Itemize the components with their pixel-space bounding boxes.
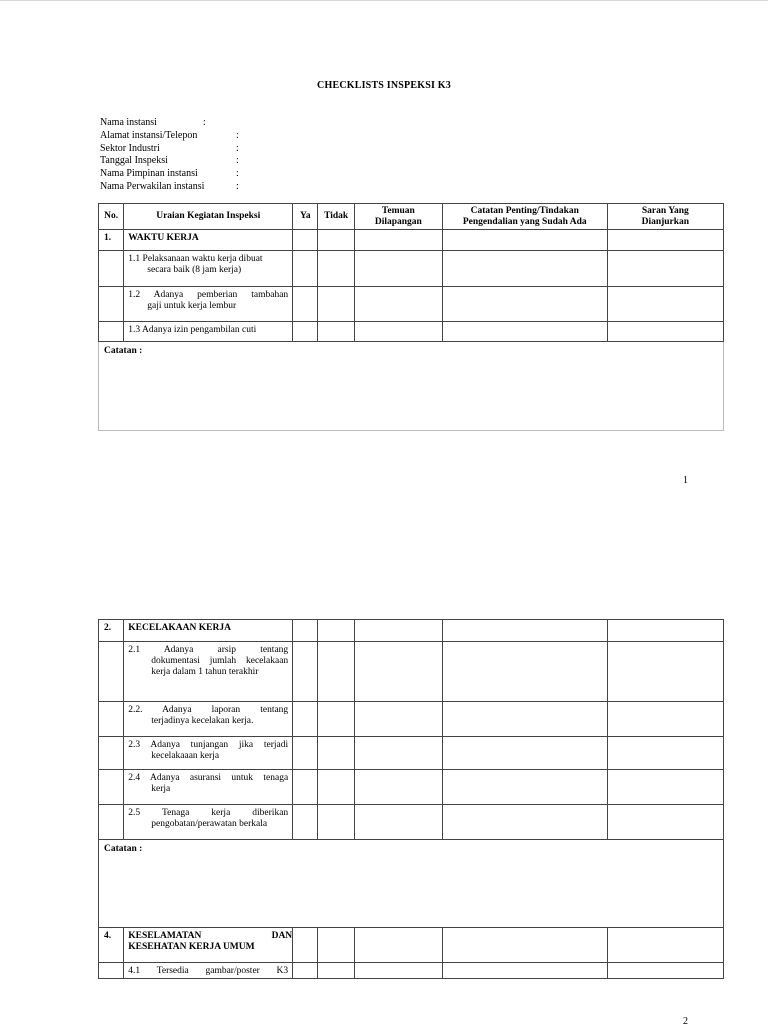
header-temuan bbox=[354, 204, 442, 230]
section-title: WAKTU KERJA bbox=[124, 230, 293, 251]
catatan-cell[interactable] bbox=[442, 770, 607, 805]
info-label: Tanggal Inspeksi bbox=[100, 155, 168, 167]
item-text bbox=[124, 642, 293, 702]
info-label: Alamat instansi/Telepon bbox=[100, 129, 198, 141]
ya-cell[interactable] bbox=[293, 805, 318, 840]
section-row bbox=[99, 230, 724, 251]
catatan-cell[interactable] bbox=[442, 702, 607, 737]
saran-cell[interactable] bbox=[607, 702, 723, 737]
ya-cell[interactable] bbox=[293, 287, 318, 322]
catatan-box[interactable]: Catatan : bbox=[99, 342, 724, 431]
item-text bbox=[124, 770, 293, 805]
no-cell bbox=[99, 322, 124, 342]
temuan-cell[interactable] bbox=[354, 702, 442, 737]
temuan-cell[interactable] bbox=[354, 737, 442, 770]
temuan-cell[interactable] bbox=[354, 805, 442, 840]
item-line: kecelakaaan kerja bbox=[151, 751, 220, 761]
tidak-cell[interactable] bbox=[318, 322, 354, 342]
catatan-cell[interactable] bbox=[442, 963, 607, 979]
header-no: No. bbox=[99, 204, 124, 230]
saran-cell[interactable] bbox=[607, 770, 723, 805]
item-line: 2.3 Adanya tunjangan jika terjadi bbox=[128, 740, 289, 750]
info-row bbox=[100, 168, 239, 181]
header-catatan-line1: Catatan Penting/Tindakan bbox=[470, 205, 579, 216]
checklist-table-page-1 bbox=[98, 203, 724, 431]
table-row bbox=[99, 805, 724, 840]
no-cell bbox=[99, 642, 124, 702]
header-uraian: Uraian Kegiatan Inspeksi bbox=[124, 204, 293, 230]
info-fields bbox=[100, 117, 239, 194]
ya-cell[interactable] bbox=[293, 737, 318, 770]
item-text bbox=[124, 805, 293, 840]
ya-cell[interactable] bbox=[293, 251, 318, 287]
temuan-cell[interactable] bbox=[354, 322, 442, 342]
info-row bbox=[100, 130, 239, 143]
tidak-cell[interactable] bbox=[318, 805, 354, 840]
page-number: 2 bbox=[683, 1016, 688, 1024]
table-row bbox=[99, 287, 724, 322]
item-text: 1.3 Adanya izin pengambilan cuti bbox=[124, 322, 293, 342]
info-sep: : bbox=[236, 180, 239, 192]
no-cell bbox=[99, 251, 124, 287]
saran-cell[interactable] bbox=[607, 230, 723, 251]
info-row bbox=[100, 117, 239, 130]
catatan-cell[interactable] bbox=[442, 805, 607, 840]
temuan-cell[interactable] bbox=[354, 928, 442, 963]
saran-cell[interactable] bbox=[607, 322, 723, 342]
table-row bbox=[99, 251, 724, 287]
no-cell bbox=[99, 963, 124, 979]
item-line: secara baik (8 jam kerja) bbox=[147, 265, 242, 275]
catatan-cell[interactable] bbox=[442, 230, 607, 251]
header-saran bbox=[607, 204, 723, 230]
item-line: 1.2 Adanya pemberian tambahan bbox=[128, 290, 289, 300]
catatan-cell[interactable] bbox=[442, 287, 607, 322]
header-temuan-line1: Temuan bbox=[381, 205, 415, 216]
catatan-cell[interactable] bbox=[442, 928, 607, 963]
item-line: pengobatan/perawatan berkala bbox=[151, 819, 268, 829]
tidak-cell[interactable] bbox=[318, 620, 354, 642]
section-number: 4. bbox=[99, 928, 124, 963]
header-saran-line1: Saran Yang bbox=[641, 205, 689, 216]
temuan-cell[interactable] bbox=[354, 251, 442, 287]
item-text bbox=[124, 251, 293, 287]
section-title: KECELAKAAN KERJA bbox=[124, 620, 293, 642]
tidak-cell[interactable] bbox=[318, 737, 354, 770]
table-row bbox=[99, 322, 724, 342]
info-row bbox=[100, 155, 239, 168]
tidak-cell[interactable] bbox=[318, 230, 354, 251]
catatan-cell[interactable] bbox=[442, 642, 607, 702]
catatan-cell[interactable] bbox=[442, 620, 607, 642]
item-line: 2.5 Tenaga kerja diberikan bbox=[128, 808, 289, 818]
document-title: CHECKLISTS INSPEKSI K3 bbox=[317, 80, 451, 91]
tidak-cell[interactable] bbox=[318, 251, 354, 287]
checklist-table-page-2 bbox=[98, 619, 724, 979]
saran-cell[interactable] bbox=[607, 737, 723, 770]
tidak-cell[interactable] bbox=[318, 770, 354, 805]
section-row bbox=[99, 928, 724, 963]
section-number: 2. bbox=[99, 620, 124, 642]
item-text bbox=[124, 737, 293, 770]
ya-cell[interactable] bbox=[293, 770, 318, 805]
info-sep: : bbox=[236, 142, 239, 154]
item-line: 2.2. Adanya laporan tentang bbox=[128, 705, 289, 715]
header-catatan-line2: Pengendalian yang Sudah Ada bbox=[462, 216, 587, 227]
header-saran-line2: Dianjurkan bbox=[641, 216, 690, 227]
section-number: 1. bbox=[99, 230, 124, 251]
saran-cell[interactable] bbox=[607, 805, 723, 840]
temuan-cell[interactable] bbox=[354, 620, 442, 642]
item-line: 4.1 Tersedia gambar/poster K3 bbox=[128, 966, 289, 976]
info-row bbox=[100, 181, 239, 194]
no-cell bbox=[99, 702, 124, 737]
catatan-row bbox=[99, 840, 724, 928]
temuan-cell[interactable] bbox=[354, 642, 442, 702]
page-number: 1 bbox=[683, 475, 688, 486]
info-label: Nama instansi bbox=[100, 117, 157, 128]
section-row bbox=[99, 620, 724, 642]
no-cell bbox=[99, 737, 124, 770]
item-line: 2.4 Adanya asuransi untuk tenaga bbox=[128, 773, 289, 783]
info-sep: : bbox=[236, 129, 239, 141]
table-row bbox=[99, 737, 724, 770]
ya-cell[interactable] bbox=[293, 963, 318, 979]
page-2 bbox=[0, 596, 768, 1024]
info-sep: : bbox=[236, 155, 239, 167]
ya-cell[interactable] bbox=[293, 620, 318, 642]
tidak-cell[interactable] bbox=[318, 702, 354, 737]
temuan-cell[interactable] bbox=[354, 770, 442, 805]
item-text bbox=[124, 702, 293, 737]
section-title bbox=[124, 928, 293, 963]
temuan-cell[interactable] bbox=[354, 963, 442, 979]
info-label: Nama Pimpinan instansi bbox=[100, 168, 198, 180]
info-label: Sektor Industri bbox=[100, 142, 160, 154]
tidak-cell[interactable] bbox=[318, 642, 354, 702]
item-line: dokumentasi jumlah kecelakaan kerja dalam 1 tahun terakhir bbox=[151, 656, 289, 677]
ya-cell[interactable] bbox=[293, 230, 318, 251]
ya-cell[interactable] bbox=[293, 928, 318, 963]
catatan-box[interactable]: Catatan : bbox=[99, 840, 724, 928]
header-ya: Ya bbox=[293, 204, 318, 230]
tidak-cell[interactable] bbox=[318, 928, 354, 963]
header-temuan-line2: Dilapangan bbox=[374, 216, 422, 227]
table-row bbox=[99, 702, 724, 737]
item-line: 1.1 Pelaksanaan waktu kerja dibuat bbox=[128, 254, 263, 264]
saran-cell[interactable] bbox=[607, 963, 723, 979]
ya-cell[interactable] bbox=[293, 642, 318, 702]
catatan-row bbox=[99, 342, 724, 431]
item-line: gaji untuk kerja lembur bbox=[147, 301, 237, 311]
section-title-line: KESELAMATAN DAN bbox=[128, 931, 293, 941]
saran-cell[interactable] bbox=[607, 928, 723, 963]
item-line: 2.1 Adanya arsip tentang bbox=[128, 645, 289, 655]
table-row bbox=[99, 642, 724, 702]
header-tidak: Tidak bbox=[318, 204, 354, 230]
ya-cell[interactable] bbox=[293, 702, 318, 737]
header-catatan bbox=[442, 204, 607, 230]
temuan-cell[interactable] bbox=[354, 230, 442, 251]
page-gap bbox=[0, 578, 768, 596]
catatan-cell[interactable] bbox=[442, 251, 607, 287]
saran-cell[interactable] bbox=[607, 620, 723, 642]
info-label: Nama Perwakilan instansi bbox=[100, 180, 205, 192]
ya-cell[interactable] bbox=[293, 322, 318, 342]
table-row bbox=[99, 963, 724, 979]
no-cell bbox=[99, 770, 124, 805]
item-line: kerja bbox=[151, 784, 171, 794]
info-sep: : bbox=[236, 168, 239, 180]
no-cell bbox=[99, 805, 124, 840]
info-sep: : bbox=[203, 117, 206, 128]
saran-cell[interactable] bbox=[607, 642, 723, 702]
info-row bbox=[100, 143, 239, 156]
catatan-cell[interactable] bbox=[442, 737, 607, 770]
section-title-line: KESEHATAN KERJA UMUM bbox=[128, 942, 255, 952]
item-line: terjadinya kecelakan kerja. bbox=[151, 716, 254, 726]
item-text bbox=[124, 287, 293, 322]
no-cell bbox=[99, 287, 124, 322]
catatan-cell[interactable] bbox=[442, 322, 607, 342]
item-text bbox=[124, 963, 293, 979]
saran-cell[interactable] bbox=[607, 251, 723, 287]
saran-cell[interactable] bbox=[607, 287, 723, 322]
table-row bbox=[99, 770, 724, 805]
temuan-cell[interactable] bbox=[354, 287, 442, 322]
tidak-cell[interactable] bbox=[318, 287, 354, 322]
table-header-row bbox=[99, 204, 724, 230]
tidak-cell[interactable] bbox=[318, 963, 354, 979]
